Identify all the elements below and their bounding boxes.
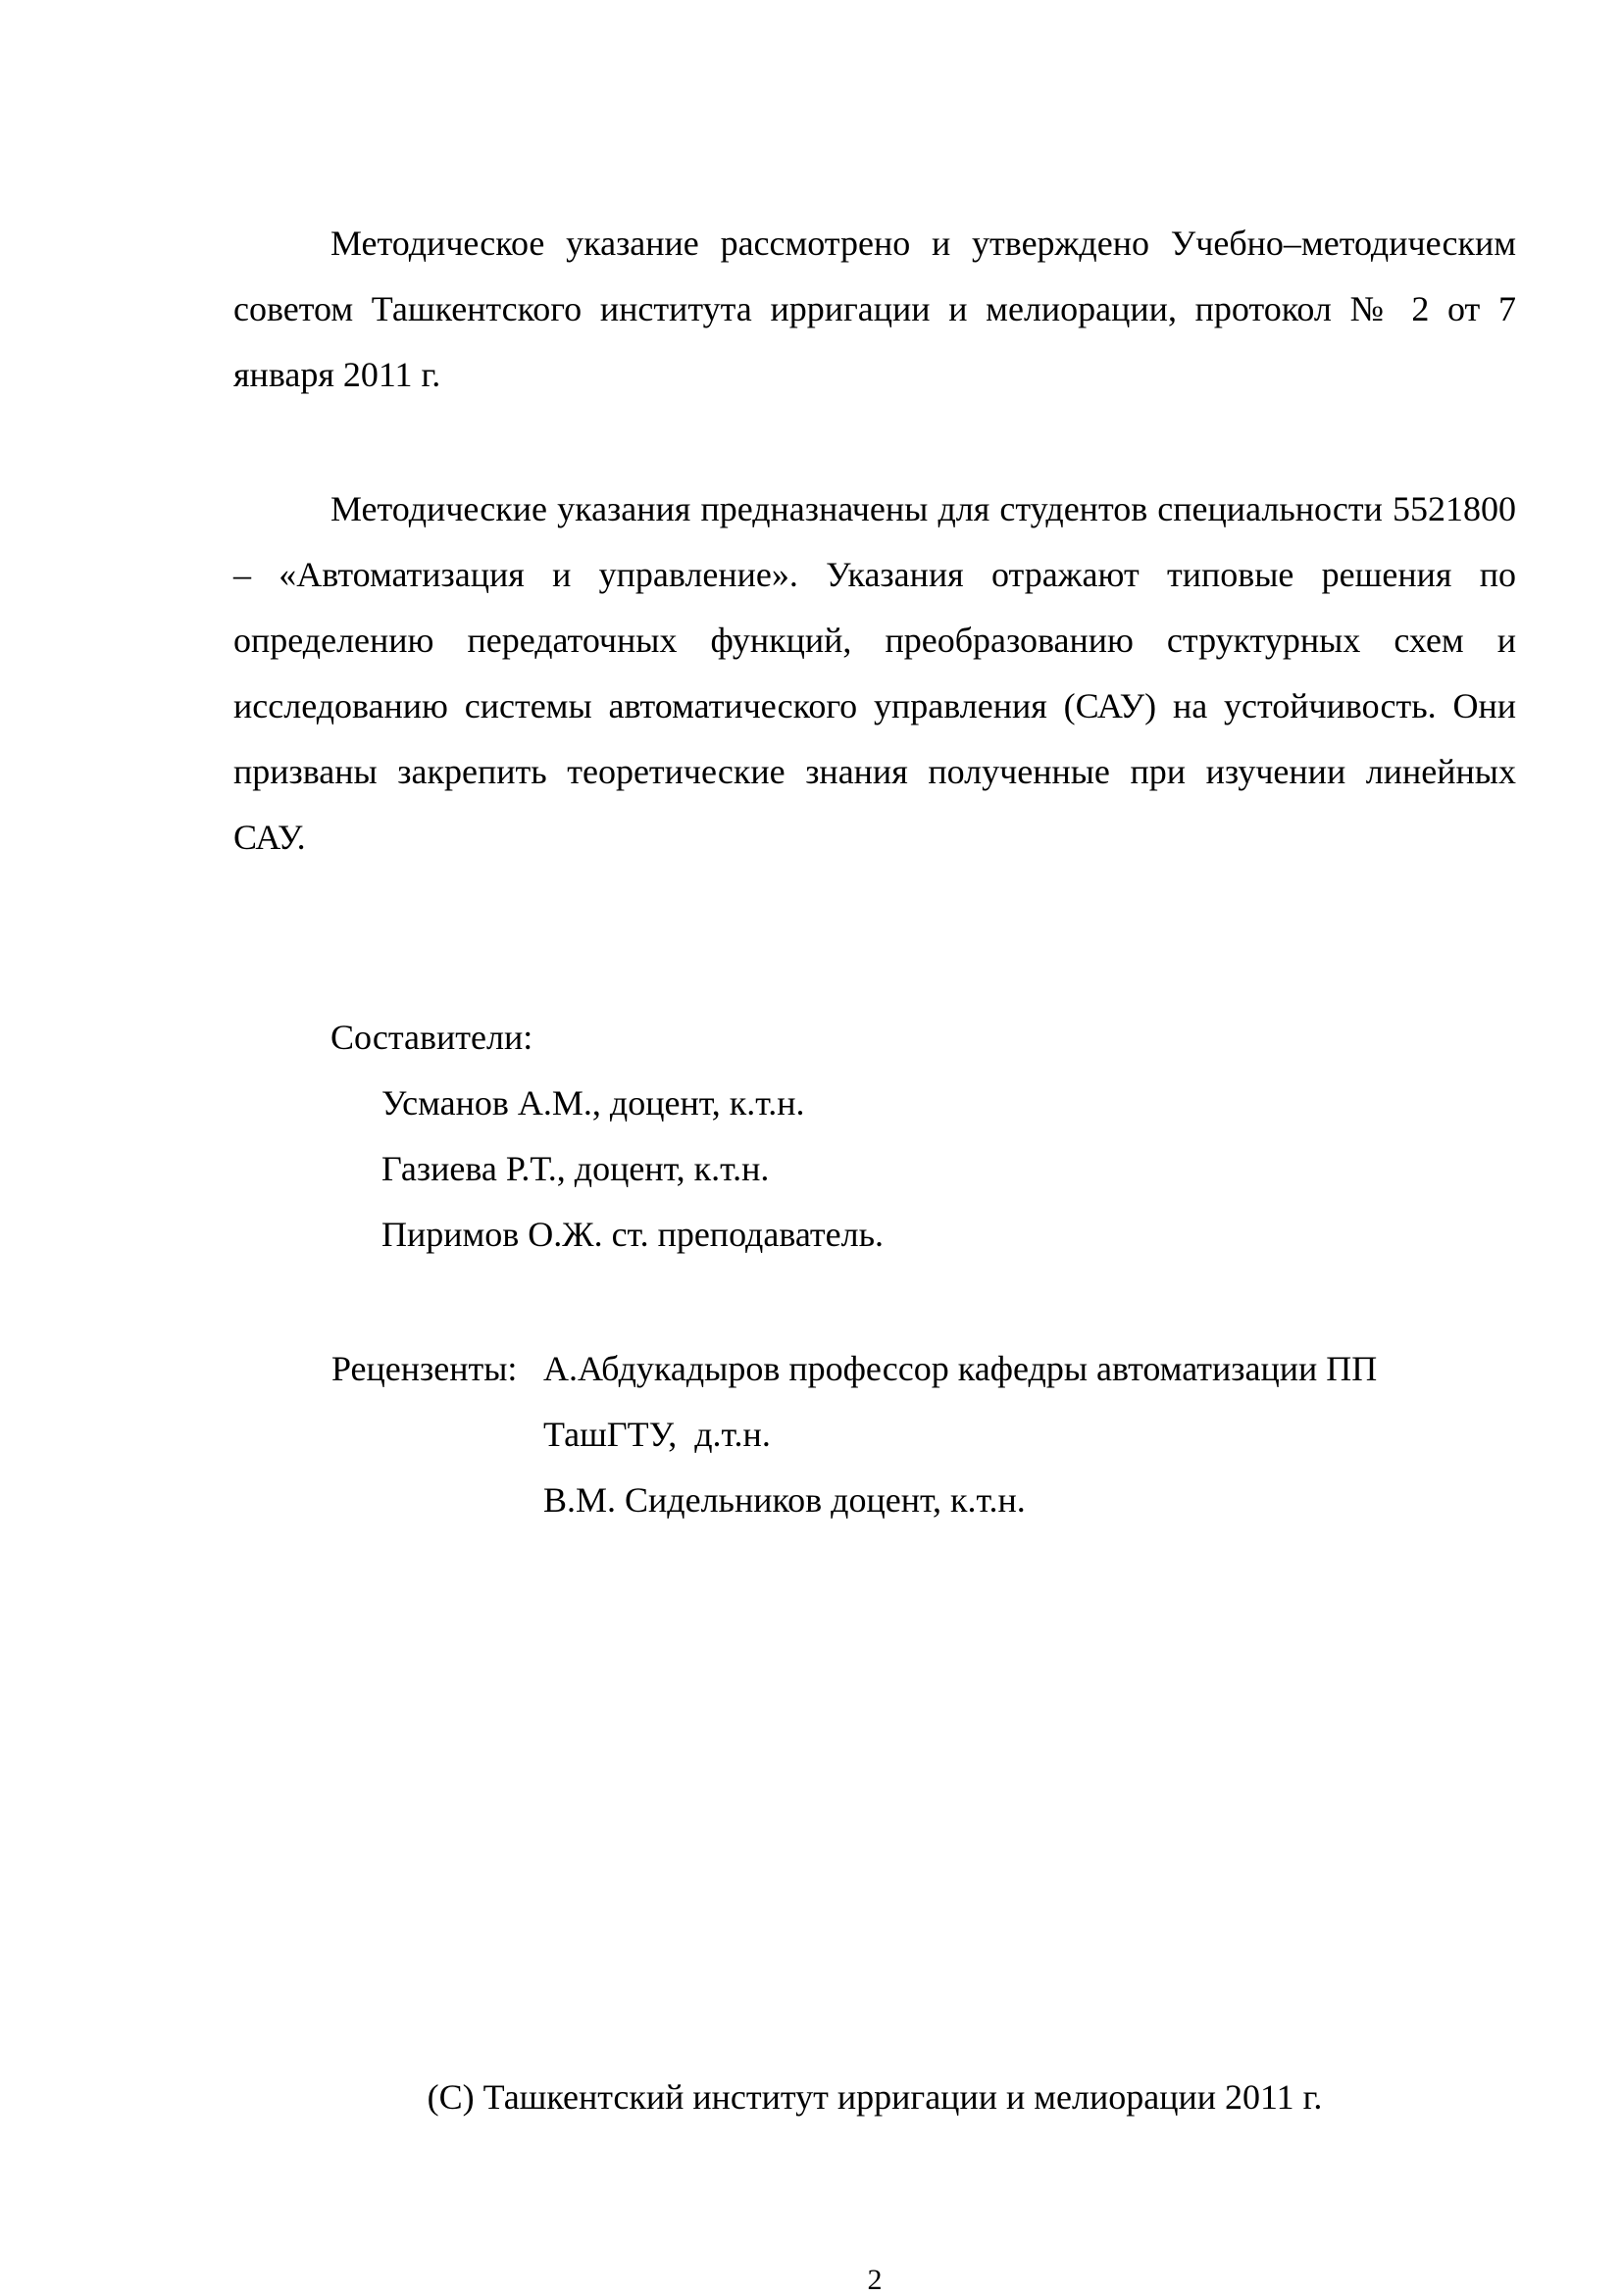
reviewer-line: ТашГТУ, д.т.н.: [543, 1415, 771, 1454]
compiler-name: Пиримов О.Ж. ст. преподаватель.: [381, 1215, 884, 1254]
reviewer-line: В.М. Сидельников доцент, к.т.н.: [543, 1480, 1026, 1520]
reviewers-list: [543, 1336, 1524, 1533]
reviewer-line: А.Абдукадыров профессор кафедры автоматизации ПП: [543, 1349, 1378, 1388]
compiler-name: Усманов А.М., доцент, к.т.н.: [381, 1083, 805, 1123]
copyright-notice: (С) Ташкентский институт ирригации и мелиорации 2011 г.: [427, 2077, 1323, 2117]
approval-paragraph: Методическое указание рассмотрено и утверждено Учебно–методическим советом Ташкентского института ирригации и мелиорации, протокол № 2 от 7 января 2011 г.: [233, 224, 1516, 394]
purpose-paragraph: Методические указания предназначены для студентов специальности 5521800 – «Автоматизация и управление». Указания отражают типовые решения по определению передаточных функций, преобразованию структурных схем и исследованию системы автоматического управления (САУ) на устойчивость. Они призваны закрепить теоретические знания полученные при изучении линейных САУ.: [233, 489, 1516, 857]
reviewers-label: Рецензенты:: [331, 1349, 518, 1388]
compilers-block: [330, 1005, 884, 1268]
compilers-title: Составители:: [330, 1018, 533, 1057]
compiler-name: Газиева Р.Т., доцент, к.т.н.: [381, 1149, 770, 1188]
page-number: 2: [867, 2264, 883, 2296]
